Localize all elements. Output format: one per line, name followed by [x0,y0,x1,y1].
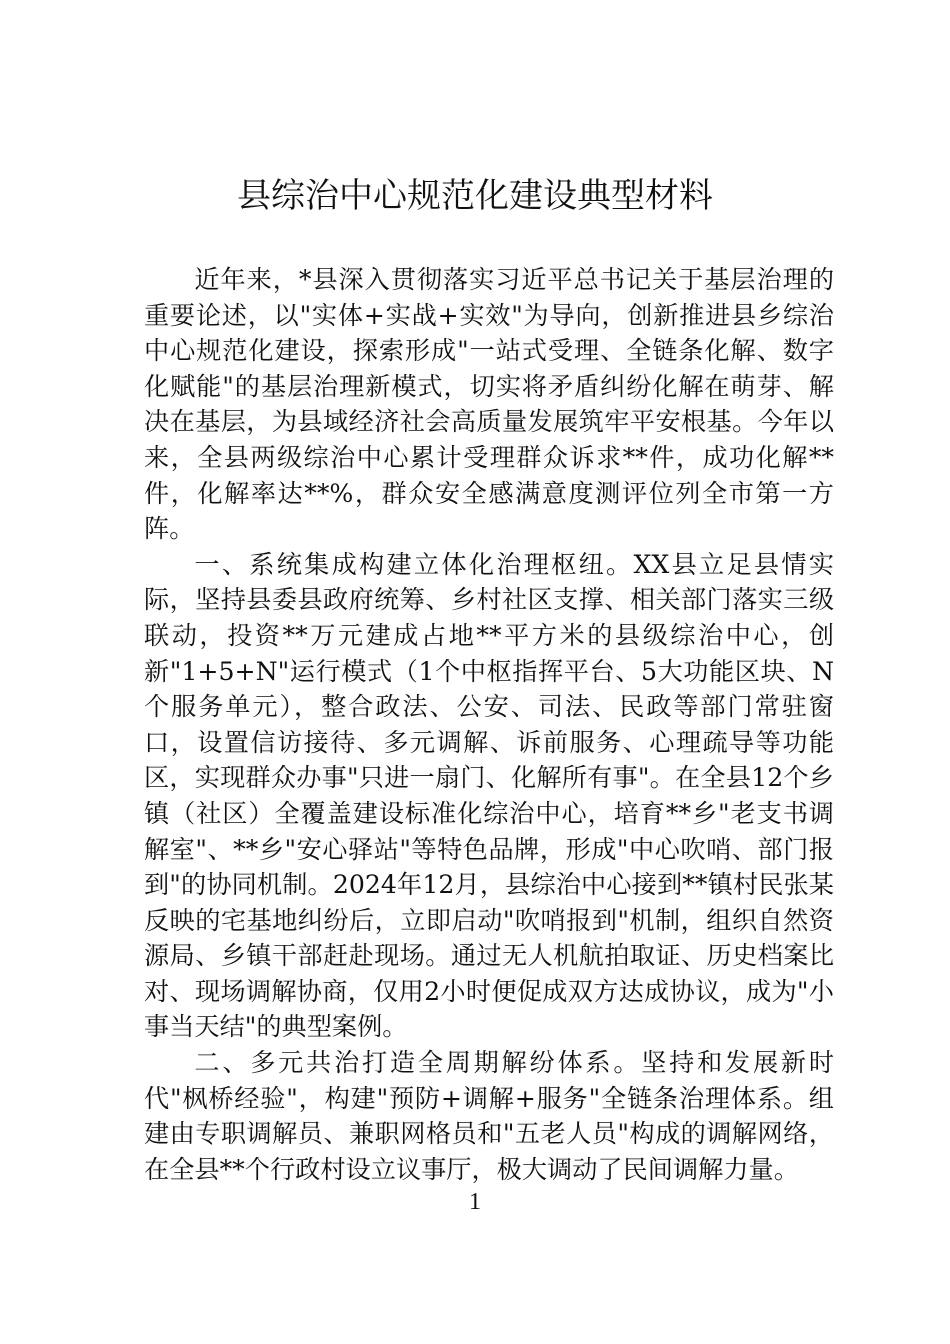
paragraph-section-two: 二、多元共治打造全周期解纷体系。坚持和发展新时代"枫桥经验"，构建"预防+调解+服务"全链条治理体系。组建由专职调解员、兼职网格员和"五老人员"构成的调解网络，在全县**个行政村设立议事厅，极大调动了民间调解力量。 [144,1048,834,1184]
paragraph-section-one: 一、系统集成构建立体化治理枢纽。XX县立足县情实际，坚持县委县政府统筹、乡村社区支撑、相关部门落实三级联动，投资**万元建成占地**平方米的县级综治中心，创新"1+5+N"运行模式（1个中枢指挥平台、5大功能区块、N个服务单元），整合政法、公安、司法、民政等部门常驻窗口，设置信访接待、多元调解、诉前服务、心理疏导等功能区，实现群众办事"只进一扇门、化解所有事"。在全县12个乡镇（社区）全覆盖建设标准化综治中心，培育**乡"老支书调解室"、**乡"安心驿站"等特色品牌，形成"中心吹哨、部门报到"的协同机制。2024年12月，县综治中心接到**镇村民张某反映的宅基地纠纷后，立即启动"吹哨报到"机制，组织自然资源局、乡镇干部赶赴现场。通过无人机航拍取证、历史档案比对、现场调解协商，仅用2小时便促成双方达成协议，成为"小事当天结"的典型案例。 [144,549,834,1042]
document-title: 县综治中心规范化建设典型材料 [237,176,713,216]
paragraph-intro: 近年来，*县深入贯彻落实习近平总书记关于基层治理的重要论述，以"实体+实战+实效"为导向，创新推进县乡综治中心规范化建设，探索形成"一站式受理、全链条化解、数字化赋能"的基层治理新模式，切实将矛盾纠纷化解在萌芽、解决在基层，为县域经济社会高质量发展筑牢平安根基。今年以来，全县两级综治中心累计受理群众诉求**件，成功化解**件，化解率达**%，群众安全感满意度测评位列全市第一方阵。 [144,265,834,544]
document-body [144,262,834,1187]
page-number: 1 [469,1189,481,1215]
